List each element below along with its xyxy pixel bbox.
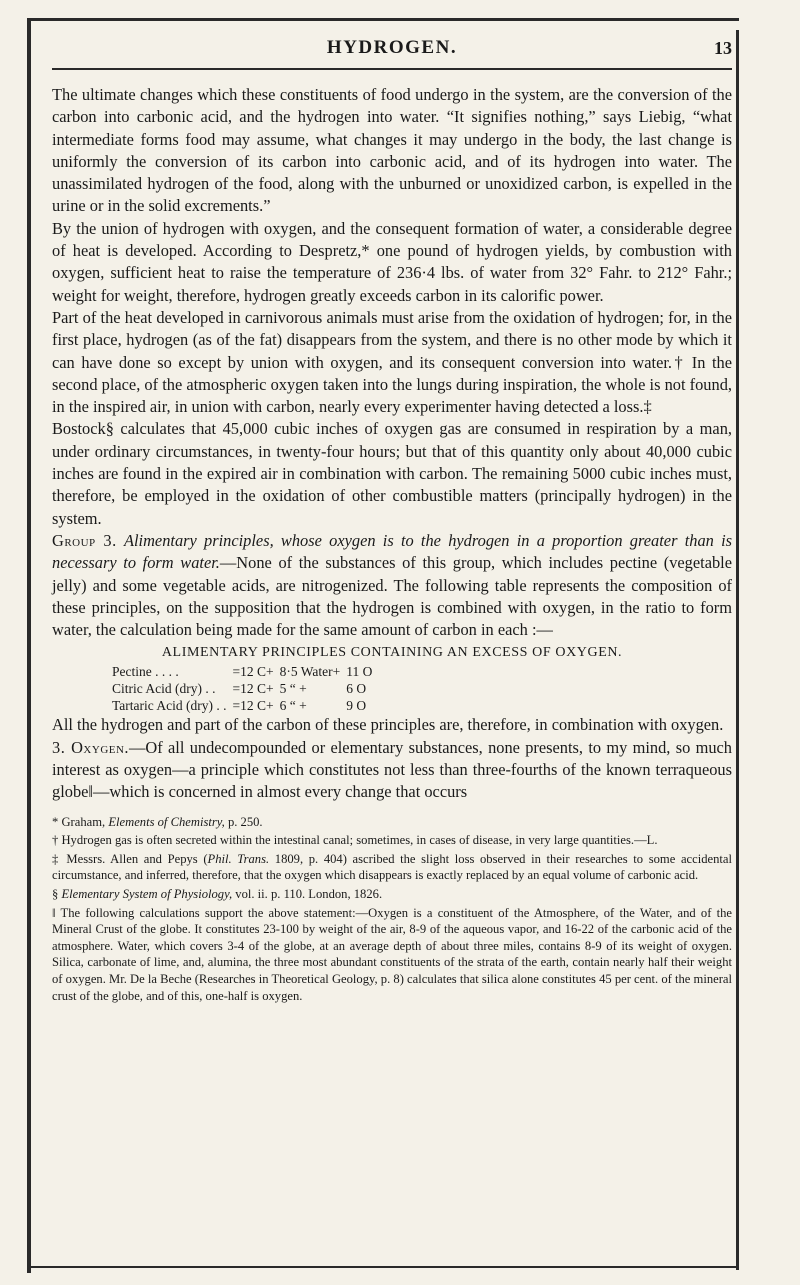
row-oxygen: 6 O <box>346 681 367 697</box>
table-row <box>112 680 378 697</box>
row-water: 5 “ + <box>279 681 307 697</box>
book-page <box>52 28 732 1006</box>
running-head: HYDROGEN. <box>326 37 458 58</box>
paragraph-despretz: By the union of hydrogen with oxygen, and the consequent formation of water, a considerable degree of heat is developed. According to Despretz,* one pound of hydrogen yields, by combustion with oxygen, sufficient heat to raise the temperature of 236·4 lbs. of water from 32° Fahr. to 212° Fahr.; weight for weight, therefore, hydrogen greatly exceeds carbon in its calorific power. <box>52 218 732 305</box>
group3-heading: Alimentary principles, whose oxygen is to the hydrogen in a proportion greater than is necessary to form water. <box>52 530 732 573</box>
page-frame-left <box>27 18 31 1273</box>
page-header <box>52 28 732 68</box>
footnote-text: * Graham, <box>52 814 109 829</box>
paragraph-bostock: Bostock§ calculates that 45,000 cubic inches of oxygen gas are consumed in respiration by a man, under ordinary circumstances, in twenty-four hours; but that of this quantity only about 40,000 cubic inches are found in the expired air in combination with carbon. The remaining 5000 cubic inches must, therefore, be employed in the oxidation of other combustible matters (principally hydrogen) in the system. <box>52 419 732 528</box>
footnote <box>52 886 732 903</box>
paragraph-liebig: The ultimate changes which these constituents of food undergo in the system, are the conversion of the carbon into carbonic acid, and the hydrogen into water. “It signifies nothing,” says Liebig, “what intermediate forms food may assume, what changes it may undergo in the body, the last change is uniformly the conversion of its carbon into carbonic acid, and of its hydrogen into water. The unassimilated hydrogen of the food, along with the unburned or unoxidized carbon, is expelled in the urine or in the solid excrements.” <box>52 85 732 216</box>
group3-text: —None of the substances of this group, which includes pectine (vegetable jelly) and some vegetable acids, are nitrogenized. The following table represents the composition of these principles, on the supposition that the hydrogen is combined with oxygen, in the ratio to form water, the calculation being made for the same amount of carbon in each :— <box>52 553 732 640</box>
row-name: Pectine . . . . <box>112 664 179 680</box>
footnote-citation: Elementary System of Physiology, <box>61 886 233 901</box>
body-text <box>52 84 732 804</box>
row-carbon: =12 C+ <box>232 698 274 714</box>
footnote-citation: Elements of Chemistry, <box>108 814 225 829</box>
row-carbon: =12 C+ <box>232 664 274 680</box>
group3-label: Group 3. <box>52 530 117 550</box>
footnote-text: 1809, p. 404) ascribed the slight loss observed in their researches to some accidental circumstance, and inferred, therefore, that the oxygen which disappears is exactly replaced by an equal volume of carbonic acid. <box>52 851 732 883</box>
page-frame-top <box>27 18 739 21</box>
footnote-text: § <box>52 886 62 901</box>
paragraph-carnivorous: Part of the heat developed in carnivorous animals must arise from the oxidation of hydrogen; for, in the first place, hydrogen (as of the fat) disappears from the system, and there is no other mode by which it can have done so except by union with oxygen, and its consequent conversion into water.† In the second place, of the atmospheric oxygen taken into the lungs during inspiration, the whole is not found, in the inspired air, in union with carbon, nearly every experimenter having detected a loss.‡ <box>52 307 732 417</box>
header-rule <box>52 68 732 70</box>
table-row <box>112 663 378 680</box>
paragraph-oxygen <box>52 737 732 804</box>
composition-table <box>112 663 378 714</box>
footnote-citation: Phil. Trans. <box>207 851 270 866</box>
oxygen-text: —Of all undecompounded or elementary substances, none presents, to my mind, so much interest as oxygen—a principle which constitutes not less than three-fourths of the known terraqueous globe‖—which is concerned in almost every change that occurs <box>52 737 732 802</box>
paragraph-group3 <box>52 530 732 641</box>
paragraph-after-table: All the hydrogen and part of the carbon of these principles are, therefore, in combination with oxygen. <box>52 715 724 735</box>
row-oxygen: 9 O <box>346 698 367 714</box>
row-water: 8·5 Water+ <box>279 664 341 680</box>
footnote <box>52 905 732 1005</box>
footnote-text: ‖ The following calculations support the above statement:—Oxygen is a constituent of the Atmosphere, of the Water, and of the Mineral Crust of the globe. It constitutes 23-100 by weight of the air, 8-9 of the aqueous vapor, and 16-22 of the carbonic acid of the atmosphere. Water, which covers 3-4 of the globe, at an average depth of about three miles, contains 8-9 of its weight of oxygen. Silica, carbonate of lime, and, alumina, the three most abundant constituents of the strata of the earth, contain nearly half their weight of oxygen. Mr. De la Beche (Researches in Theoretical Geology, p. 8) calculates that silica alone constitutes 45 per cent. of the mineral crust of the globe, and of this, one-half is oxygen. <box>52 905 732 1003</box>
row-name: Citric Acid (dry) . . <box>112 681 216 697</box>
row-oxygen: 11 O <box>346 664 373 680</box>
table-row <box>112 697 378 714</box>
footnotes <box>52 814 732 1005</box>
footnote-text: † Hydrogen gas is often secreted within the intestinal canal; sometimes, in cases of disease, in very large quantities.—L. <box>52 833 658 848</box>
footnote-text: p. 250. <box>224 814 263 829</box>
row-carbon: =12 C+ <box>232 681 274 697</box>
footnote <box>52 832 732 849</box>
table-title: ALIMENTARY PRINCIPLES CONTAINING AN EXCESS OF OXYGEN. <box>161 645 623 661</box>
page-frame-right <box>736 30 739 1270</box>
footnote <box>52 814 732 831</box>
footnote <box>52 851 732 884</box>
footnote-text: vol. ii. p. 110. London, 1826. <box>232 886 383 901</box>
row-name: Tartaric Acid (dry) . . <box>112 698 227 714</box>
footnote-text: ‡ Messrs. Allen and Pepys ( <box>52 851 208 866</box>
oxygen-label: 3. Oxygen. <box>52 737 130 757</box>
page-number: 13 <box>714 38 732 58</box>
page-frame-bottom <box>27 1266 739 1268</box>
row-water: 6 “ + <box>279 698 307 714</box>
